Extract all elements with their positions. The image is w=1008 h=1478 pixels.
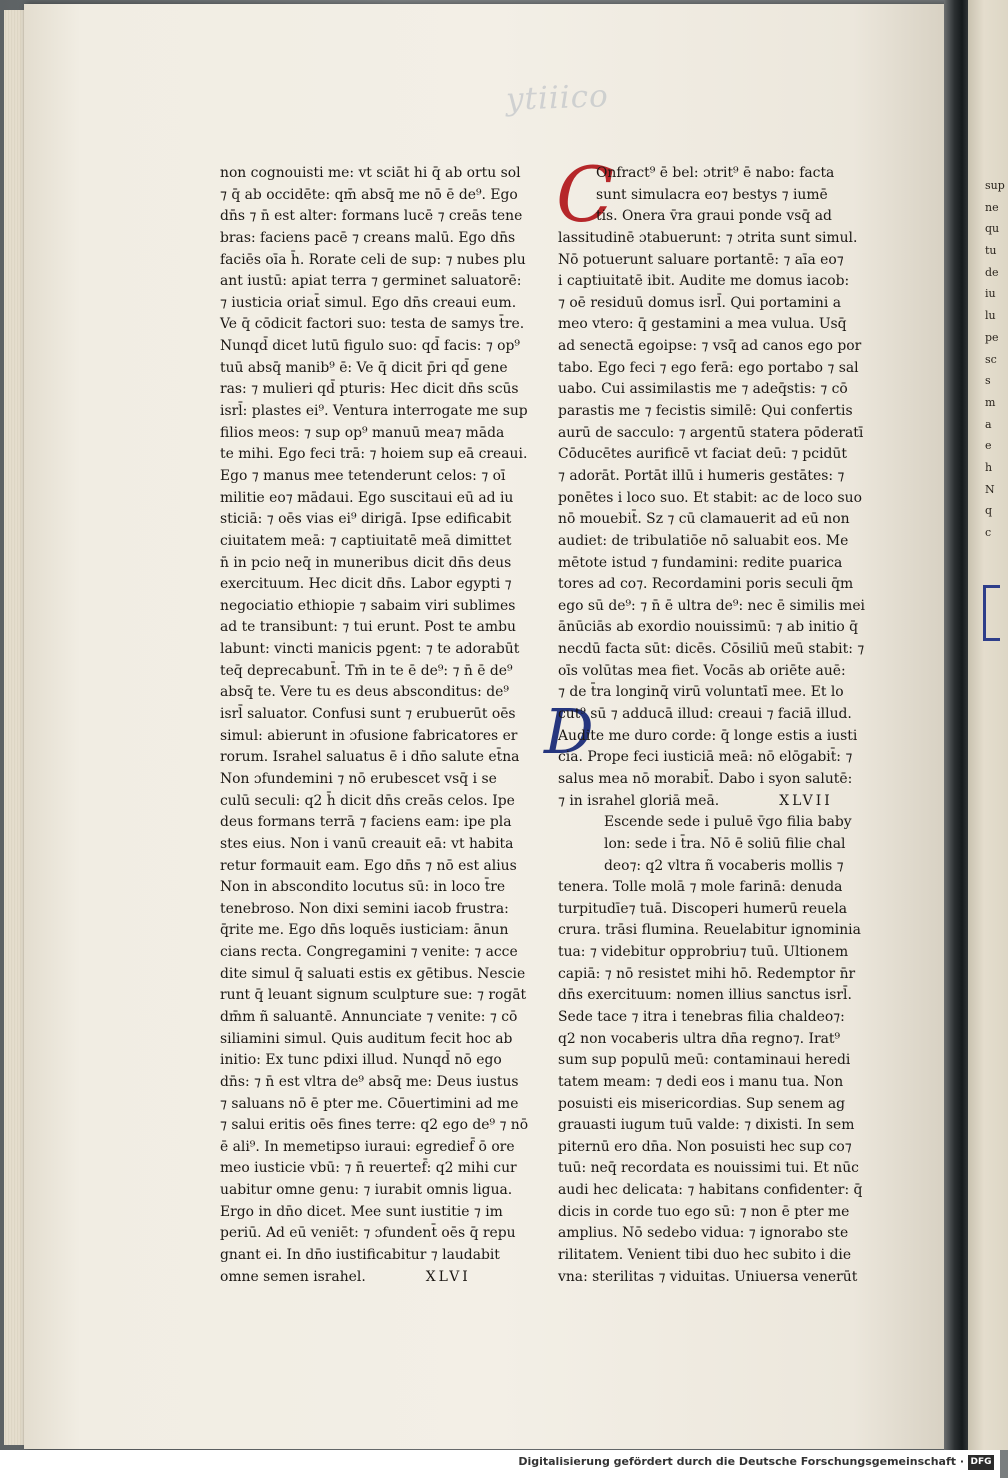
text-line [558, 791, 858, 813]
text-line: meo iusticie vbū: ⁊ n̄ reuertef̄: q2 mihi cur [220, 1160, 517, 1177]
text-line: ⁊ salui eritis oēs fines terre: q2 ego de⁹ ⁊ nō [220, 1117, 529, 1134]
text-line: ras: ⁊ mulieri qd̄ pturis: Hec dicit dn̄s scūs [220, 381, 519, 398]
text-line: audi hec delicata: ⁊ habitans confidenter: q̄ [558, 1182, 863, 1199]
text-line: sunt simulacra eo⁊ bestys ⁊ iumē [596, 186, 828, 203]
text-line: militie eo⁊ mādaui. Ego suscitaui eū ad iu [220, 489, 514, 506]
text-line: q̄rite me. Ego dn̄s loquēs iusticiam: ānun [220, 922, 509, 939]
text-line: ⁊ iusticia oriat̄ simul. Ego dn̄s creaui eum. [220, 294, 517, 311]
text-line: rorum. Israhel saluatus ē i dn̄o salute et̄na [220, 749, 520, 766]
text-line: gnant ei. In dn̄o iustificabitur ⁊ laudabit [220, 1247, 500, 1264]
pencil-folio-mark: ytiiico [505, 78, 610, 118]
text-line: amplius. Nō sedebo vidua: ⁊ ignorabo ste [558, 1225, 849, 1242]
facing-page-fragment: lu [985, 309, 996, 323]
text-line: parastis me ⁊ fecistis similē: Qui confertis [558, 403, 853, 420]
text-column-left [220, 163, 529, 1288]
text-line: non cognouisti me: vt sciāt hi q̄ ab ortu sol [220, 165, 521, 181]
blue-initial: D [544, 695, 594, 768]
text-line: negociatio ethiopie ⁊ sabaim viri sublimes [220, 597, 516, 614]
text-line: posuisti eis misericordias. Sup senem ag [558, 1095, 845, 1112]
facing-page-initial [983, 585, 1000, 641]
text-line: tuū: neq̄ recordata es nouissimi tui. Et nūc [558, 1160, 859, 1177]
facing-page-fragment: pe [985, 330, 999, 344]
text-line: uabo. Cui assimilastis me ⁊ adeq̄stis: ⁊ cō [558, 381, 848, 398]
text-line: piternū ero dn̄a. Non posuisti hec sup co⁊ [558, 1138, 852, 1155]
text-line: absq̄ te. Vere tu es deus absconditus: de⁹ [220, 684, 509, 701]
text-line: lassitudinē ɔtabuerunt: ⁊ ɔtrita sunt simul. [558, 229, 858, 246]
text-line: ponētes i loco suo. Et stabit: ac de loco suo [558, 489, 862, 506]
text-line: Sede tace ⁊ itra i tenebras filia chaldeo⁊: [558, 1008, 845, 1025]
text-line: salus mea nō morabit̄. Dabo i syon salutē: [558, 770, 853, 787]
text-line: audiet: de tribulatiōe nō saluabit eos. Me [558, 532, 849, 549]
text-line: ad senectā egoipse: ⁊ vsq̄ ad canos ego por [558, 338, 862, 355]
text-line: grauasti iugum tuū valde: ⁊ dixisti. In sem [558, 1117, 855, 1134]
page-edges [4, 10, 26, 1445]
text-line: Ergo in dn̄o dicet. Mee sunt iustitie ⁊ im [220, 1203, 503, 1220]
text-line: dite simul q̄ saluati estis ex gētibus. Nescie [220, 965, 526, 982]
text-line: oīs volūtas mea fiet. Vocās ab oriēte auē: [558, 662, 846, 679]
text-line: ⁊ oē residuū domus isrl̄. Qui portamini a [558, 294, 842, 311]
facing-page-fragment: iu [985, 287, 996, 301]
text-line: tenebroso. Non dixi semini iacob frustra: [220, 900, 509, 917]
text-line: Nō potuerunt saluare portantē: ⁊ aīa eo⁊ [558, 251, 844, 268]
text-line: isrl̄: plastes ei⁹. Ventura interrogate me sup [220, 403, 528, 420]
text-line: exercituum. Hec dicit dn̄s. Labor egypti ⁊ [220, 576, 512, 593]
text-line: tenera. Tolle molā ⁊ mole farinā: denuda [558, 879, 843, 896]
facing-page-fragment: ne [985, 200, 999, 214]
text-line: dn̄s ⁊ n̄ est alter: formans lucē ⁊ creās tene [220, 208, 523, 225]
text-line: ⁊ de t̄ra longinq̄ virū voluntatī mee. Et lo [558, 684, 844, 701]
facing-page-fragment: h [985, 460, 993, 474]
text-line: rilitatem. Venient tibi duo hec subito i die [558, 1247, 852, 1264]
facing-page-fragment: sup [985, 179, 1005, 192]
text-line: mētote istud ⁊ fundamini: redite puarica [558, 554, 843, 571]
text-line: tua: ⁊ videbitur opprobriu⁊ tuū. Ultionem [558, 944, 849, 961]
text-line: aurū de sacculo: ⁊ argentū statera pōderatī [558, 424, 864, 441]
text-line: Cōducētes aurificē vt faciat deū: ⁊ pcidūt [558, 446, 847, 463]
text-line: tores ad co⁊. Recordamini poris seculi q̄m [558, 576, 854, 593]
text-line: retur formauit eam. Ego dn̄s ⁊ nō est alius [220, 857, 517, 874]
text-column-right [558, 163, 866, 1288]
text-line: faciēs oīa h̄. Rorate celi de sup: ⁊ nubes plu [220, 251, 526, 268]
facing-page-fragment: qu [985, 222, 1000, 236]
text-line: ⁊ adorāt. Portāt illū i humeris gestātes: ⁊ [558, 467, 845, 484]
text-line: sticiā: ⁊ oēs vias ei⁹ dirigā. Ipse edificabit [220, 511, 512, 528]
text-line: dn̄s exercituum: nomen illius sanctus isrl̄. [558, 987, 852, 1004]
text-line: Nunqd̄ dicet lutū figulo suo: qd̄ facis: ⁊ op⁹ [220, 338, 520, 355]
text-line: isrl̄ saluator. Confusi sunt ⁊ erubuerūt oēs [220, 706, 516, 723]
text-line: stes eius. Non i vanū creauit eā: vt habita [220, 835, 514, 852]
facing-page-text [985, 175, 1005, 544]
text-line: tatem meam: ⁊ dedi eos i manu tua. Non [558, 1073, 844, 1090]
text-line: labunt: vincti manicis pgent: ⁊ te adorabūt [220, 641, 520, 658]
dfg-logo-icon: DFG [968, 1455, 994, 1470]
facing-page-fragment: tu [985, 244, 997, 258]
text-line: nō mouebit̄. Sz ⁊ cū clamauerit ad eū non [558, 511, 850, 528]
text-line: tuū absq̄ manib⁹ ē: Ve q̄ dicit p̄ri qd̄ gene [220, 359, 508, 376]
text-line: ⁊ saluans nō ē pter me. Cōuertimini ad me [220, 1095, 519, 1112]
text-line: crura. trāsi flumina. Reuelabitur ignominia [558, 922, 861, 939]
text-line: cut⁹ sū ⁊ adducā illud: creaui ⁊ faciā illud. [558, 706, 852, 723]
red-initial: C [556, 150, 615, 239]
facing-page-fragment: m [985, 395, 996, 409]
text-line: tis. Onera v̄ra graui ponde vsq̄ ad [596, 208, 832, 225]
facing-page-fragment: s [985, 374, 991, 388]
facing-page-fragment: e [985, 439, 992, 453]
facing-page-fragment: sc [985, 352, 997, 366]
text-line: bras: faciens pacē ⁊ creans malū. Ego dn̄s [220, 229, 516, 246]
text-line: Non in abscondito locutus sū: in loco t̄re [220, 879, 506, 896]
facing-page-fragment: a [985, 417, 992, 431]
text-line: initio: Ex tunc pdixi illud. Nunqd̄ nō ego [220, 1052, 502, 1069]
text-line: siliamini simul. Quis auditum fecit hoc ab [220, 1030, 513, 1047]
text-line: necdū facta sūt: dicēs. Cōsiliū meū stabit: ⁊ [558, 641, 865, 658]
facing-page-fragment: c [985, 526, 992, 539]
text-line: deo⁊: q2 vltra ñ vocaberis mollis ⁊ [604, 857, 844, 874]
text-line: te mihi. Ego feci trā: ⁊ hoiem sup eā creaui. [220, 446, 528, 463]
text-line: capiā: ⁊ nō resistet mihi hō. Redemptor n̄r [558, 965, 856, 982]
text-line: dm̄m ñ saluantē. Annunciate ⁊ venite: ⁊ cō [220, 1008, 518, 1025]
facing-page-fragment: de [985, 265, 999, 279]
text-line: dn̄s: ⁊ n̄ est vltra de⁹ absq̄ me: Deus iustus [220, 1073, 519, 1090]
text-line: ant iustū: apiat terra ⁊ germinet saluatorē: [220, 273, 522, 290]
text-line: culū seculi: q2 h̄ dicit dn̄s creās celos. Ipe [220, 792, 515, 809]
text-line: meo vtero: q̄ gestamini a mea vulua. Usq̄ [558, 316, 847, 333]
text-line: Ve q̄ cōdicit factori suo: testa de samys t̄re. [220, 316, 525, 333]
text-line: vna: sterilitas ⁊ viduitas. Uniuersa venerūt [558, 1268, 858, 1285]
text-line: ego sū de⁹: ⁊ n̄ ē ultra de⁹: nec ē similis mei [558, 597, 866, 614]
text-line: runt q̄ leuant signum sculpture sue: ⁊ rogāt [220, 987, 527, 1004]
text-line: Audite me duro corde: q̄ longe estis a iusti [558, 727, 858, 744]
text-line: ē ali⁹. In memetipso iuraui: egredief̄ ō ore [220, 1138, 515, 1155]
text-line [220, 1267, 520, 1289]
text-line: filios meos: ⁊ sup op⁹ manuū mea⁊ māda [220, 424, 505, 441]
text-line-end: ⁊ in israhel gloriā meā. [558, 792, 720, 809]
text-line: cia. Prope feci iusticiā meā: nō elōgabit̄: ⁊ [558, 749, 853, 766]
text-line: Escende sede i puluē v̄go filia baby [604, 814, 852, 831]
text-line: q2 non vocaberis ultra dn̄a regno⁊. Irat⁹ [558, 1030, 841, 1047]
text-line: Ego ⁊ manus mee tetenderunt celos: ⁊ oī [220, 467, 506, 484]
text-line: ⁊ q̄ ab occidēte: qm̄ absq̄ me nō ē de⁹. Ego [220, 186, 518, 203]
text-line: n̄ in pcio neq̄ in muneribus dicit dn̄s deus [220, 554, 512, 571]
chapter-number: XLVI [425, 1268, 471, 1285]
text-line: turpitudīe⁊ tuā. Discoperi humerū reuela [558, 900, 848, 917]
text-line: simul: abierunt in ɔfusione fabricatores er [220, 727, 518, 744]
text-line: cians recta. Congregamini ⁊ venite: ⁊ acce [220, 944, 518, 961]
text-line: ciuitatem meā: ⁊ captiuitatē meā dimittet [220, 532, 512, 549]
chapter-number: XLVII [779, 792, 833, 809]
text-line: ānūciās ab exordio nouissimū: ⁊ ab initio q̄ [558, 619, 859, 636]
text-line: Onfract⁹ ē bel: ɔtrit⁹ ē nabo: facta [596, 165, 835, 181]
text-line: i captiuitatē ibit. Audite me domus iacob: [558, 273, 850, 290]
text-line: Non ɔfundemini ⁊ nō erubescet vsq̄ i se [220, 770, 497, 787]
text-line-end: omne semen israhel. [220, 1268, 366, 1285]
text-line: lon: sede i t̄ra. Nō ē soliū filie chal [604, 835, 846, 852]
text-line: uabitur omne genu: ⁊ iurabit omnis ligua. [220, 1182, 513, 1199]
facing-page-fragment: q [985, 504, 993, 518]
text-line: teq̄ deprecabunt̄. Tm̄ in te ē de⁹: ⁊ n̄ ē de⁹ [220, 662, 513, 679]
facing-page-fragment: N [985, 482, 995, 496]
text-line: dicis in corde tuo ego sū: ⁊ non ē pter me [558, 1203, 850, 1220]
text-line: periū. Ad eū veniēt: ⁊ ɔfundent̄ oēs q̄ repu [220, 1225, 516, 1242]
funding-notice: Digitalisierung gefördert durch die Deutsche Forschungsgemeinschaft · [518, 1455, 964, 1468]
text-line: sum sup populū meū: contaminaui heredi [558, 1052, 851, 1069]
text-line: ad te transibunt: ⁊ tui erunt. Post te ambu [220, 619, 516, 636]
text-line: tabo. Ego feci ⁊ ego ferā: ego portabo ⁊ sal [558, 359, 859, 376]
text-line: deus formans terrā ⁊ faciens eam: ipe pla [220, 814, 512, 831]
